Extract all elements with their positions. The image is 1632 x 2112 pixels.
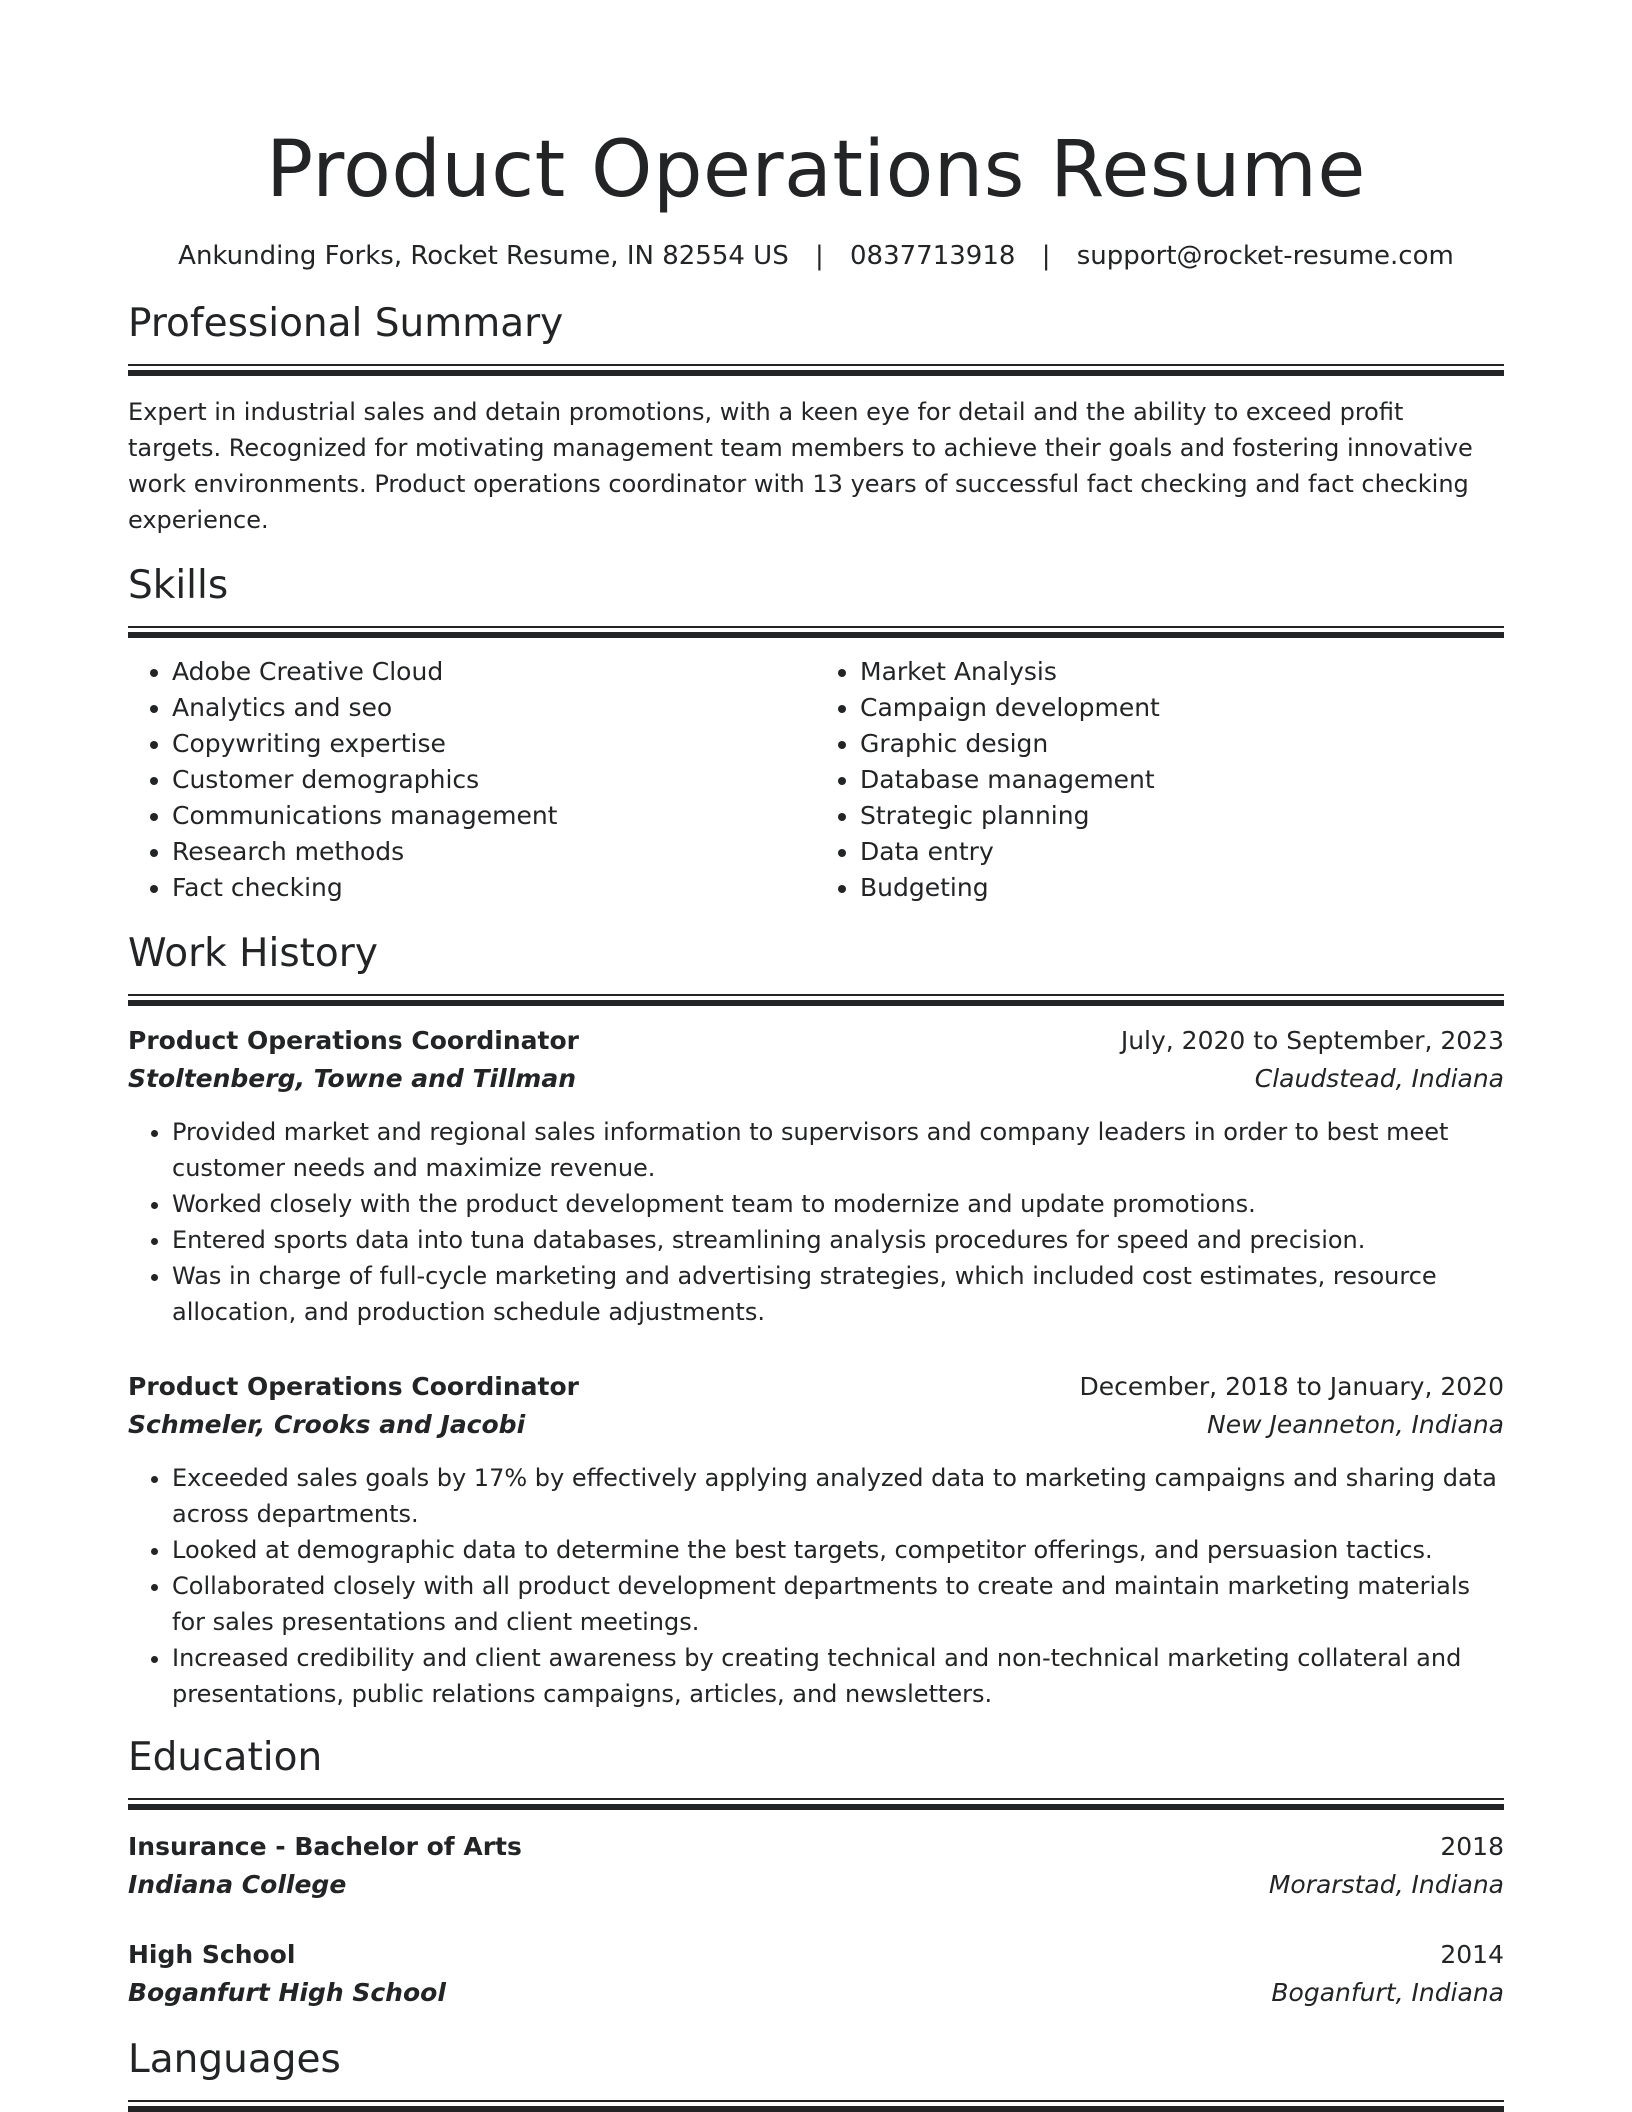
skill-item: • Analytics and seo <box>172 690 816 726</box>
summary-text: Expert in industrial sales and detain promotions, with a keen eye for detail and the ability to exceed profit targets. Recognized for motivating management team members to achieve their goals and fostering innovative work environments. Product operations coordinator with 13 years of successful fact checking and fact checking experience. <box>128 398 1473 534</box>
page-title: Product Operations Resume <box>266 125 1366 215</box>
job-bullet: • Increased credibility and client awareness by creating technical and non-technical marketing collateral and presentations, public relations campaigns, articles, and newsletters. <box>172 1640 1504 1712</box>
job-dates: December, 2018 to January, 2020 <box>1079 1372 1504 1401</box>
contact-separator: | <box>1041 241 1051 271</box>
contact-email: support@rocket-resume.com <box>1076 241 1454 271</box>
education-school: Indiana College <box>128 1870 347 1899</box>
work-history-section <box>128 928 1504 1712</box>
contact-separator: | <box>814 241 824 271</box>
section-title-languages: Languages <box>128 2037 341 2082</box>
job-bullets <box>128 1460 1504 1712</box>
section-divider <box>128 364 1504 376</box>
section-title-skills: Skills <box>128 563 229 608</box>
section-title-education: Education <box>128 1735 323 1780</box>
skill-item: • Market Analysis <box>860 654 1504 690</box>
resume-page <box>128 118 1504 2112</box>
education-entry <box>128 1936 1504 2012</box>
skill-item: • Strategic planning <box>860 798 1504 834</box>
job-bullet: • Was in charge of full-cycle marketing and advertising strategies, which included cost estimates, resource allocation, and production schedule adjustments. <box>172 1258 1504 1330</box>
job-header-row <box>128 1022 1504 1060</box>
summary-section <box>128 298 1504 538</box>
skills-section <box>128 560 1504 906</box>
education-location: Boganfurt, Indiana <box>1271 1978 1504 2007</box>
job-bullet: • Looked at demographic data to determine the best targets, competitor offerings, and persuasion tactics. <box>172 1532 1504 1568</box>
education-header-row <box>128 1828 1504 1866</box>
section-divider <box>128 626 1504 638</box>
contact-phone: 0837713918 <box>850 241 1016 271</box>
education-school-row <box>128 1866 1504 1904</box>
section-divider <box>128 1798 1504 1810</box>
contact-address: Ankunding Forks, Rocket Resume, IN 82554 US <box>178 241 789 271</box>
education-entry <box>128 1828 1504 1904</box>
skill-item: • Budgeting <box>860 870 1504 906</box>
skill-item: • Research methods <box>172 834 816 870</box>
education-year: 2014 <box>1440 1940 1504 1969</box>
section-divider <box>128 2100 1504 2112</box>
job-company: Schmeler, Crooks and Jacobi <box>128 1410 526 1439</box>
education-degree: Insurance - Bachelor of Arts <box>128 1832 522 1861</box>
job-entry <box>128 1022 1504 1330</box>
job-company-row <box>128 1060 1504 1098</box>
skill-item: • Communications management <box>172 798 816 834</box>
languages-section <box>128 2034 1504 2112</box>
section-title-summary: Professional Summary <box>128 301 564 346</box>
job-bullets <box>128 1114 1504 1330</box>
skill-item: • Fact checking <box>172 870 816 906</box>
job-bullet: • Worked closely with the product development team to modernize and update promotions. <box>172 1186 1504 1222</box>
job-entry <box>128 1368 1504 1712</box>
job-location: New Jeanneton, Indiana <box>1207 1410 1504 1439</box>
skills-columns <box>128 654 1504 906</box>
skill-item: • Database management <box>860 762 1504 798</box>
job-bullet: • Entered sports data into tuna databases, streamlining analysis procedures for speed and precision. <box>172 1222 1504 1258</box>
job-header-row <box>128 1368 1504 1406</box>
skill-item: • Graphic design <box>860 726 1504 762</box>
education-year: 2018 <box>1440 1832 1504 1861</box>
skills-list-right <box>816 654 1504 906</box>
job-company-row <box>128 1406 1504 1444</box>
education-header-row <box>128 1936 1504 1974</box>
contact-line <box>128 238 1504 274</box>
job-role: Product Operations Coordinator <box>128 1026 579 1055</box>
education-school-row <box>128 1974 1504 2012</box>
education-location: Morarstad, Indiana <box>1268 1870 1504 1899</box>
job-role: Product Operations Coordinator <box>128 1372 579 1401</box>
skill-item: • Copywriting expertise <box>172 726 816 762</box>
job-location: Claudstead, Indiana <box>1254 1064 1504 1093</box>
job-company: Stoltenberg, Towne and Tillman <box>128 1064 576 1093</box>
education-school: Boganfurt High School <box>128 1978 446 2007</box>
skill-item: • Customer demographics <box>172 762 816 798</box>
job-dates: July, 2020 to September, 2023 <box>1120 1026 1504 1055</box>
job-bullet: • Provided market and regional sales information to supervisors and company leaders in order to best meet customer needs and maximize revenue. <box>172 1114 1504 1186</box>
skills-list-left <box>128 654 816 906</box>
skill-item: • Adobe Creative Cloud <box>172 654 816 690</box>
skill-item: • Data entry <box>860 834 1504 870</box>
section-title-work-history: Work History <box>128 931 378 976</box>
skill-item: • Campaign development <box>860 690 1504 726</box>
job-bullet: • Collaborated closely with all product development departments to create and maintain marketing materials for sales presentations and client meetings. <box>172 1568 1504 1640</box>
education-degree: High School <box>128 1940 296 1969</box>
section-divider <box>128 994 1504 1006</box>
job-bullet: • Exceeded sales goals by 17% by effectively applying analyzed data to marketing campaigns and sharing data across departments. <box>172 1460 1504 1532</box>
education-section <box>128 1732 1504 2012</box>
